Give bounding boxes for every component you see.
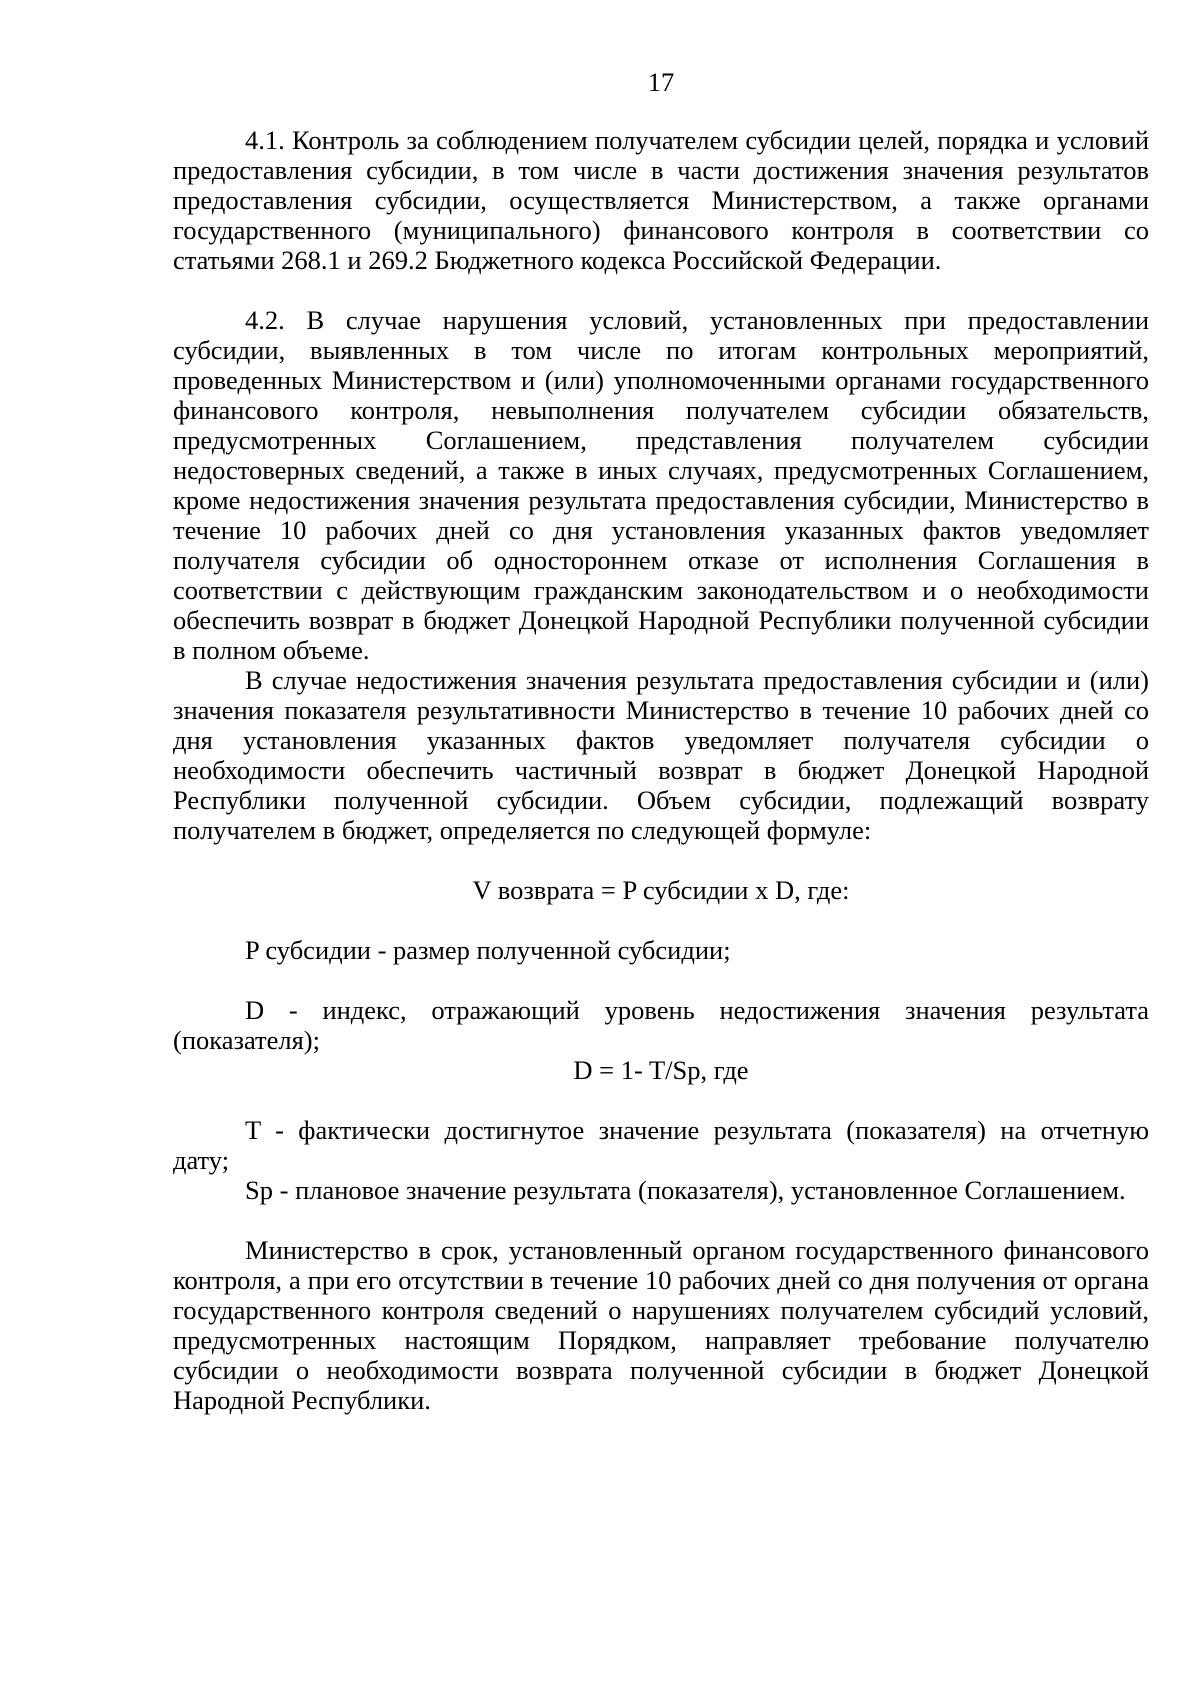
definition-sp-planned: Sp - плановое значение результата (показателя), установленное Соглашением. (245, 1175, 1126, 1205)
document-page (173, 0, 1149, 1697)
definition-d-index: D - индекс, отражающий уровень недостижения значения результата (показателя); (173, 995, 1149, 1055)
formula-d-index: D = 1- T/Sp, где (573, 1055, 749, 1085)
paragraph-4-1: 4.1. Контроль за соблюдением получателем субсидии целей, порядка и условий предоставления субсидии, в том числе в части достижения значения результатов предоставления субсидии, осуществляется Министерством, а также органами государственного (муниципального) финансового контроля в соответствии со статьями 268.1 и 269.2 Бюджетного кодекса Российской Федерации. (173, 125, 1149, 275)
page-number: 17 (647, 67, 675, 97)
definition-p-subsidy: P субсидии - размер полученной субсидии; (245, 935, 731, 965)
definition-t-actual: T - фактически достигнутое значение результата (показателя) на отчетную дату; (173, 1115, 1149, 1175)
document-body (173, 125, 1149, 1415)
paragraph-partial-return: В случае недостижения значения результата предоставления субсидии и (или) значения показателя результативности Министерство в течение 10 рабочих дней со дня установления указанных фактов уведомляет получателя субсидии о необходимости обеспечить частичный возврат в бюджет Донецкой Народной Республики полученной субсидии. Объем субсидии, подлежащий возврату получателем в бюджет, определяется по следующей формуле: (173, 665, 1149, 845)
paragraph-4-2: 4.2. В случае нарушения условий, установленных при предоставлении субсидии, выявленных в том числе по итогам контрольных мероприятий, проведенных Министерством и (или) уполномоченными органами государственного финансового контроля, невыполнения получателем субсидии обязательств, предусмотренных Соглашением, представления получателем субсидии недостоверных сведений, а также в иных случаях, предусмотренных Соглашением, кроме недостижения значения результата предоставления субсидии, Министерство в течение 10 рабочих дней со дня установления указанных фактов уведомляет получателя субсидии об одностороннем отказе от исполнения Соглашения в соответствии с действующим гражданским законодательством и о необходимости обеспечить возврат в бюджет Донецкой Народной Республики полученной субсидии в полном объеме. (173, 305, 1149, 665)
paragraph-return-demand: Министерство в срок, установленный органом государственного финансового контроля, а при его отсутствии в течение 10 рабочих дней со дня получения от органа государственного контроля сведений о нарушениях получателем субсидий условий, предусмотренных настоящим Порядком, направляет требование получателю субсидии о необходимости возврата полученной субсидии в бюджет Донецкой Народной Республики. (173, 1235, 1149, 1415)
formula-return-volume: V возврата = P субсидии x D, где: (472, 875, 850, 905)
